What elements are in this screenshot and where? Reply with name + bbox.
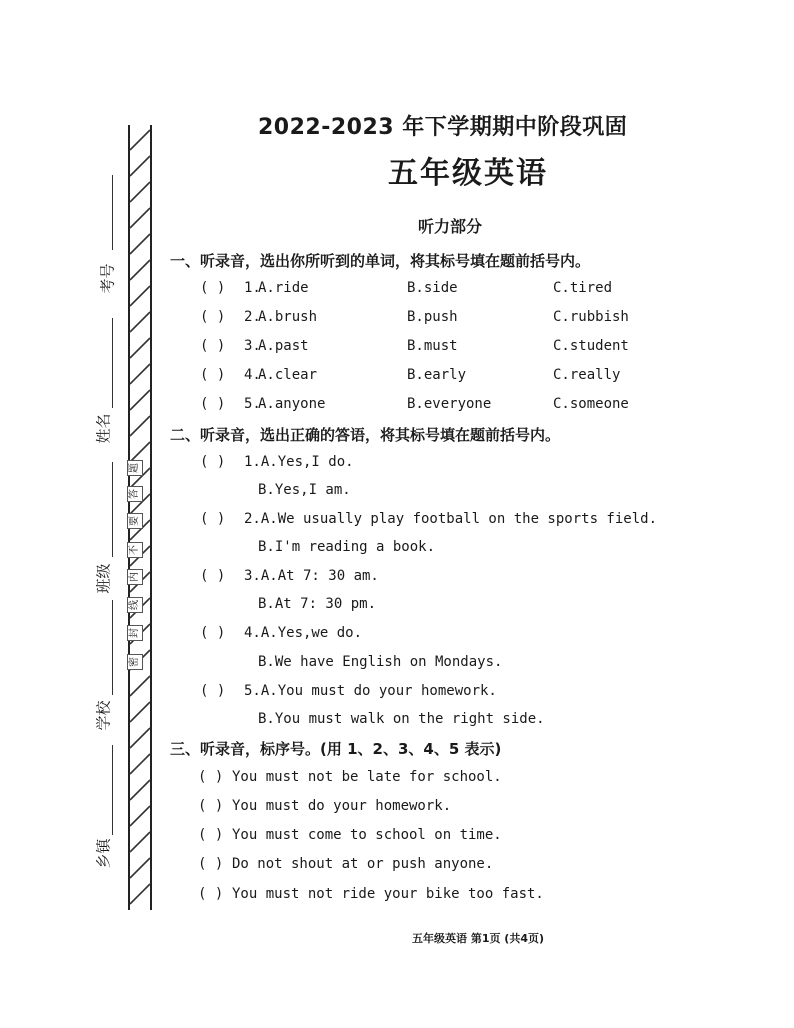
answer-paren[interactable]: ( ) xyxy=(200,568,226,584)
section1-item xyxy=(0,309,794,329)
option-c: C.rubbish xyxy=(553,309,629,325)
answer-paren[interactable]: ( ) xyxy=(200,338,226,354)
item-number: 5. xyxy=(244,396,261,412)
option-a: A.anyone xyxy=(258,396,326,412)
sentence: You must not be late for school. xyxy=(232,769,502,785)
section1-item xyxy=(0,367,794,387)
option-b: B.I'm reading a book. xyxy=(258,539,436,555)
blank-xiangzhen xyxy=(112,745,113,835)
option-b: B.You must walk on the right side. xyxy=(258,711,545,727)
answer-paren[interactable]: ( ) xyxy=(198,769,224,785)
label-xiangzhen: 乡镇 xyxy=(94,838,113,869)
option-a: 2.A.We usually play football on the sports field. xyxy=(244,511,658,527)
answer-paren[interactable]: ( ) xyxy=(198,856,224,872)
section2-item-b xyxy=(0,711,794,731)
option-b: B.We have English on Mondays. xyxy=(258,654,503,670)
item-number: 2. xyxy=(244,309,261,325)
sentence: You must come to school on time. xyxy=(232,827,502,843)
section2-item xyxy=(0,568,794,588)
sentence: You must not ride your bike too fast. xyxy=(232,886,544,902)
exam-title: 2022-2023 年下学期期中阶段巩固 xyxy=(258,115,628,140)
seal-char: 题 xyxy=(127,460,143,476)
answer-paren[interactable]: ( ) xyxy=(200,511,226,527)
option-a: 5.A.You must do your homework. xyxy=(244,683,497,699)
section3-item xyxy=(0,886,794,906)
option-a: A.brush xyxy=(258,309,318,325)
answer-paren[interactable]: ( ) xyxy=(198,798,224,814)
seal-char: 内 xyxy=(127,569,143,585)
option-c: C.student xyxy=(553,338,629,354)
label-banji: 班级 xyxy=(94,563,113,594)
option-b: B.Yes,I am. xyxy=(258,482,351,498)
answer-paren[interactable]: ( ) xyxy=(198,886,224,902)
sentence: You must do your homework. xyxy=(232,798,452,814)
section1-item xyxy=(0,338,794,358)
page-footer: 五年级英语 第1页 (共4页) xyxy=(412,932,545,945)
item-number: 3. xyxy=(244,338,261,354)
section2-item-b xyxy=(0,654,794,674)
option-c: C.someone xyxy=(553,396,629,412)
option-a: 1.A.Yes,I do. xyxy=(244,454,354,470)
section3-item xyxy=(0,827,794,847)
option-c: C.really xyxy=(553,367,621,383)
section1-heading: 一、听录音，选出你所听到的单词，将其标号填在题前括号内。 xyxy=(170,252,591,270)
option-a: A.past xyxy=(258,338,309,354)
answer-paren[interactable]: ( ) xyxy=(200,280,226,296)
label-kaohao: 考号 xyxy=(98,263,117,294)
seal-char: 密 xyxy=(127,654,143,670)
option-b: B.push xyxy=(407,309,458,325)
option-b: B.everyone xyxy=(407,396,492,412)
option-a: A.clear xyxy=(258,367,318,383)
item-number: 1. xyxy=(244,280,261,296)
seal-char: 封 xyxy=(127,625,143,641)
section2-item xyxy=(0,683,794,703)
label-xingming: 姓名 xyxy=(94,413,113,444)
section3-item xyxy=(0,798,794,818)
seal-char: 要 xyxy=(127,513,143,529)
section1-item xyxy=(0,280,794,300)
section2-heading: 二、听录音，选出正确的答语，将其标号填在题前括号内。 xyxy=(170,426,561,444)
section2-item xyxy=(0,454,794,474)
option-c: C.tired xyxy=(553,280,613,296)
option-a: A.ride xyxy=(258,280,309,296)
section2-item-b xyxy=(0,482,794,502)
answer-paren[interactable]: ( ) xyxy=(200,454,226,470)
exam-subtitle: 五年级英语 xyxy=(388,156,548,191)
section3-heading: 三、听录音，标序号。(用 1、2、3、4、5 表示) xyxy=(170,740,502,758)
option-b: B.At 7: 30 pm. xyxy=(258,596,377,612)
seal-char: 不 xyxy=(127,542,143,558)
answer-paren[interactable]: ( ) xyxy=(200,683,226,699)
section2-item xyxy=(0,625,794,645)
section2-item xyxy=(0,511,794,531)
option-b: B.early xyxy=(407,367,467,383)
option-a: 4.A.Yes,we do. xyxy=(244,625,363,641)
seal-char: 线 xyxy=(127,597,143,613)
answer-paren[interactable]: ( ) xyxy=(200,625,226,641)
answer-paren[interactable]: ( ) xyxy=(200,309,226,325)
blank-kaohao xyxy=(112,175,113,250)
answer-paren[interactable]: ( ) xyxy=(200,367,226,383)
section1-item xyxy=(0,396,794,416)
blank-xingming xyxy=(112,318,113,408)
item-number: 4. xyxy=(244,367,261,383)
answer-paren[interactable]: ( ) xyxy=(198,827,224,843)
section3-item xyxy=(0,769,794,789)
option-a: 3.A.At 7: 30 am. xyxy=(244,568,379,584)
section3-item xyxy=(0,856,794,876)
section2-item-b xyxy=(0,596,794,616)
sentence: Do not shout at or push anyone. xyxy=(232,856,494,872)
section2-item-b xyxy=(0,539,794,559)
label-xuexiao: 学校 xyxy=(94,700,113,731)
option-b: B.side xyxy=(407,280,458,296)
answer-paren[interactable]: ( ) xyxy=(200,396,226,412)
seal-char: 答 xyxy=(127,486,143,502)
option-b: B.must xyxy=(407,338,458,354)
part-heading: 听力部分 xyxy=(418,217,483,236)
